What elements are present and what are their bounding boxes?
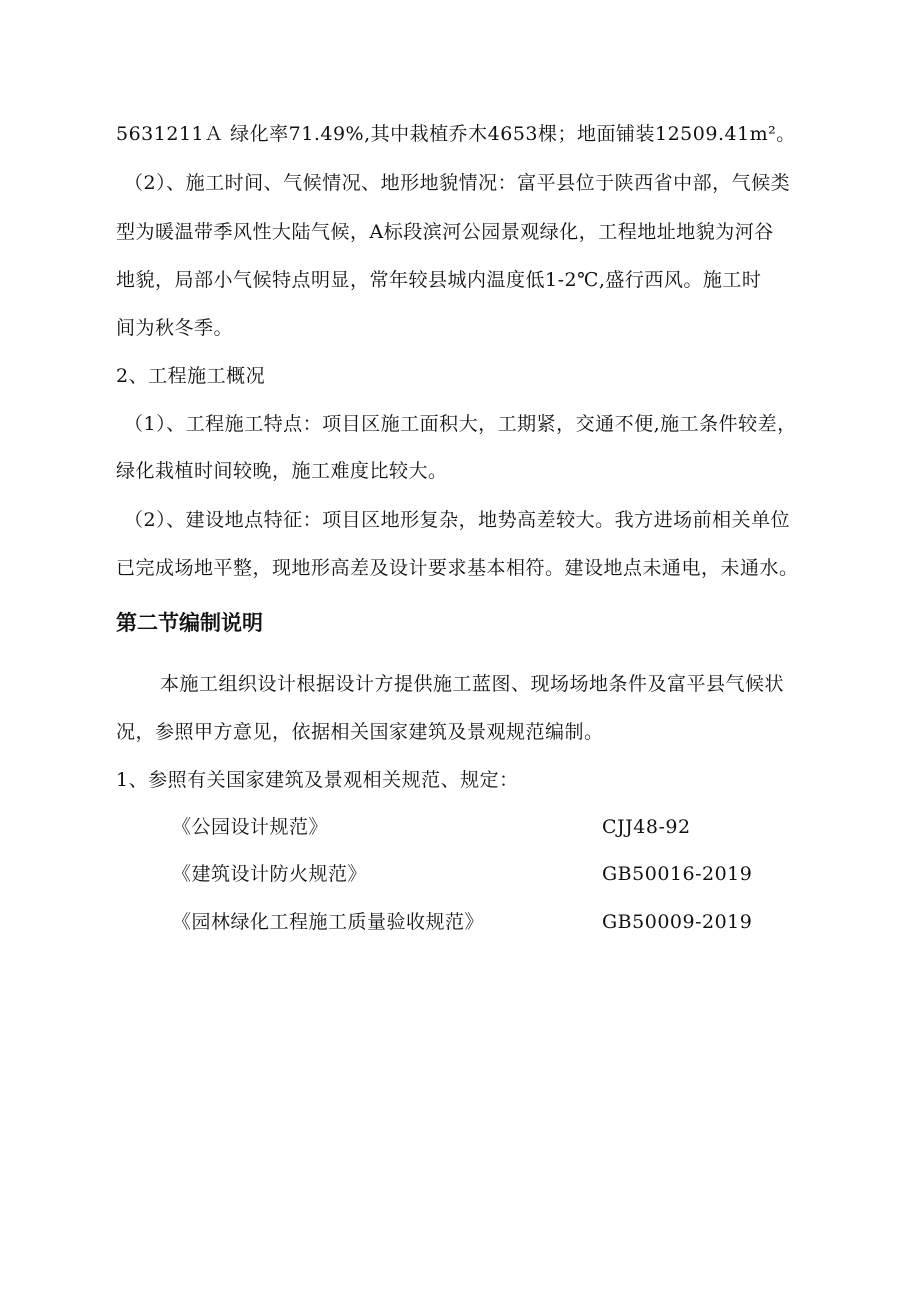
reference-title: 《建筑设计防火规范》: [172, 863, 368, 885]
area-statistics-line: 5631211Ａ 绿化率71.49%,其中栽植乔木4653棵；地面铺装12509.41m²。: [116, 123, 796, 145]
reference-row: [0, 862, 920, 888]
reference-row: [0, 910, 920, 936]
reference-code: CJJ48-92: [602, 816, 691, 838]
intro-paragraph-line-2: 况，参照甲方意见，依据相关国家建筑及景观规范编制。: [116, 721, 604, 743]
reference-title: 《园林绿化工程施工质量验收规范》: [172, 911, 485, 933]
reference-code: GB50009-2019: [602, 911, 753, 933]
reference-list-title: 1、参照有关国家建筑及景观相关规范、规定：: [116, 769, 519, 791]
climate-paragraph-line-1: （2）、施工时间、气候情况、地形地貌情况：富平县位于陕西省中部，气候类: [124, 172, 791, 194]
construction-overview-title: 2、工程施工概况: [116, 365, 266, 387]
reference-row: [0, 815, 920, 841]
reference-title: 《公园设计规范》: [172, 816, 329, 838]
reference-code: GB50016-2019: [602, 863, 753, 885]
site-features-line-1: （2）、建设地点特征：项目区地形复杂，地势高差较大。我方进场前相关单位: [124, 509, 791, 531]
construction-features-line-1: （1）、工程施工特点：项目区施工面积大，工期紧，交通不便,施工条件较差，: [124, 413, 797, 435]
intro-paragraph-line-1: 本施工组织设计根据设计方提供施工蓝图、现场场地条件及富平县气候状: [160, 673, 785, 695]
section-heading: 第二节编制说明: [116, 611, 263, 635]
climate-paragraph-line-3: 地貌，局部小气候特点明显，常年较县城内温度低1-2℃,盛行西风。施工时: [116, 269, 762, 291]
site-features-line-2: 已完成场地平整，现地形高差及设计要求基本相符。建设地点未通电，未通水。: [116, 557, 799, 579]
climate-paragraph-line-2: 型为暖温带季风性大陆气候，A标段滨河公园景观绿化，工程地址地貌为河谷: [116, 221, 774, 243]
construction-features-line-2: 绿化栽植时间较晚，施工难度比较大。: [116, 460, 448, 482]
climate-paragraph-line-4: 间为秋冬季。: [116, 317, 234, 339]
